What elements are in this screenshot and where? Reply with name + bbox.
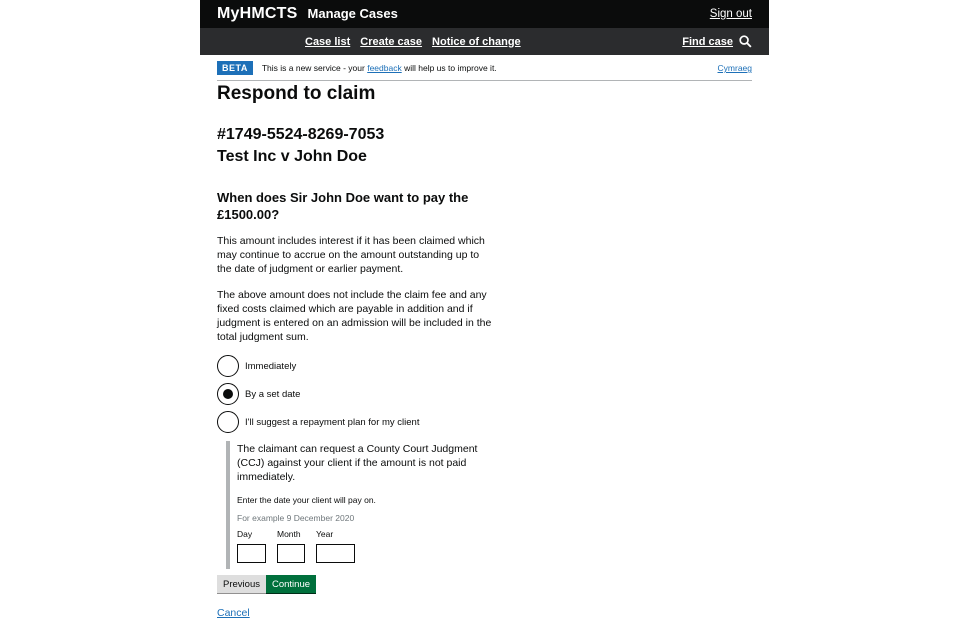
date-input-group bbox=[237, 529, 494, 563]
option-label: I'll suggest a repayment plan for my client bbox=[245, 416, 420, 428]
find-case-label[interactable]: Find case bbox=[682, 35, 733, 48]
radio-repayment-plan[interactable] bbox=[217, 411, 239, 433]
app-frame bbox=[200, 0, 769, 640]
feedback-link[interactable]: feedback bbox=[367, 63, 402, 73]
search-icon[interactable] bbox=[739, 35, 752, 48]
service-name[interactable]: Manage Cases bbox=[307, 6, 398, 21]
beta-text-before: This is a new service - your bbox=[261, 63, 365, 73]
date-instruction: Enter the date your client will pay on. bbox=[237, 495, 376, 505]
month-label: Month bbox=[277, 529, 301, 539]
nav-case-list[interactable]: Case list bbox=[305, 35, 351, 48]
year-label: Year bbox=[316, 529, 334, 539]
case-name: Test Inc v John Doe bbox=[217, 148, 367, 165]
cancel-link[interactable]: Cancel bbox=[217, 607, 250, 619]
set-date-details bbox=[226, 441, 494, 569]
header-bar bbox=[200, 0, 769, 28]
year-input[interactable] bbox=[316, 544, 355, 563]
beta-text-after: will help us to improve it. bbox=[404, 63, 497, 73]
date-hint: For example 9 December 2020 bbox=[237, 513, 355, 523]
beta-text bbox=[262, 63, 497, 73]
language-toggle-link[interactable]: Cymraeg bbox=[717, 63, 752, 73]
interest-paragraph: This amount includes interest if it has been claimed which may continue to accrue on the amount outstanding up to the date of judgment or earlier payment. bbox=[217, 235, 485, 275]
beta-banner bbox=[217, 61, 752, 81]
nav-links bbox=[305, 36, 521, 48]
option-set-date[interactable] bbox=[217, 383, 752, 405]
logo[interactable]: MyHMCTS bbox=[217, 5, 298, 22]
find-case-link[interactable] bbox=[682, 35, 752, 48]
option-label: By a set date bbox=[245, 388, 301, 400]
continue-button[interactable]: Continue bbox=[266, 575, 316, 594]
page-title: Respond to claim bbox=[217, 83, 376, 104]
previous-button[interactable]: Previous bbox=[217, 575, 266, 594]
day-field bbox=[237, 529, 266, 563]
month-input[interactable] bbox=[277, 544, 305, 563]
primary-nav bbox=[200, 28, 769, 55]
payment-options bbox=[217, 355, 752, 433]
radio-set-date[interactable] bbox=[217, 383, 239, 405]
option-immediately[interactable] bbox=[217, 355, 752, 377]
main-content bbox=[200, 83, 769, 621]
case-number: #1749-5524-8269-7053 bbox=[217, 126, 385, 143]
button-group bbox=[217, 575, 752, 594]
option-label: Immediately bbox=[245, 360, 297, 372]
brand bbox=[217, 5, 398, 23]
day-input[interactable] bbox=[237, 544, 266, 563]
day-label: Day bbox=[237, 529, 253, 539]
nav-create-case[interactable]: Create case bbox=[360, 35, 423, 48]
year-field bbox=[316, 529, 355, 563]
option-repayment-plan[interactable] bbox=[217, 411, 752, 433]
beta-tag: BETA bbox=[217, 61, 253, 75]
nav-notice-of-change[interactable]: Notice of change bbox=[432, 35, 521, 48]
fees-paragraph: The above amount does not include the claim fee and any fixed costs claimed which are payable in addition and if judgment is entered on an admission will be included in the total judgment sum. bbox=[217, 289, 492, 343]
sign-out-link[interactable]: Sign out bbox=[709, 8, 752, 20]
radio-immediately[interactable] bbox=[217, 355, 239, 377]
payment-question: When does Sir John Doe want to pay the £1500.00? bbox=[217, 190, 469, 222]
ccj-warning: The claimant can request a County Court Judgment (CCJ) against your client if the amount is not paid immediately. bbox=[237, 443, 478, 483]
month-field bbox=[277, 529, 305, 563]
